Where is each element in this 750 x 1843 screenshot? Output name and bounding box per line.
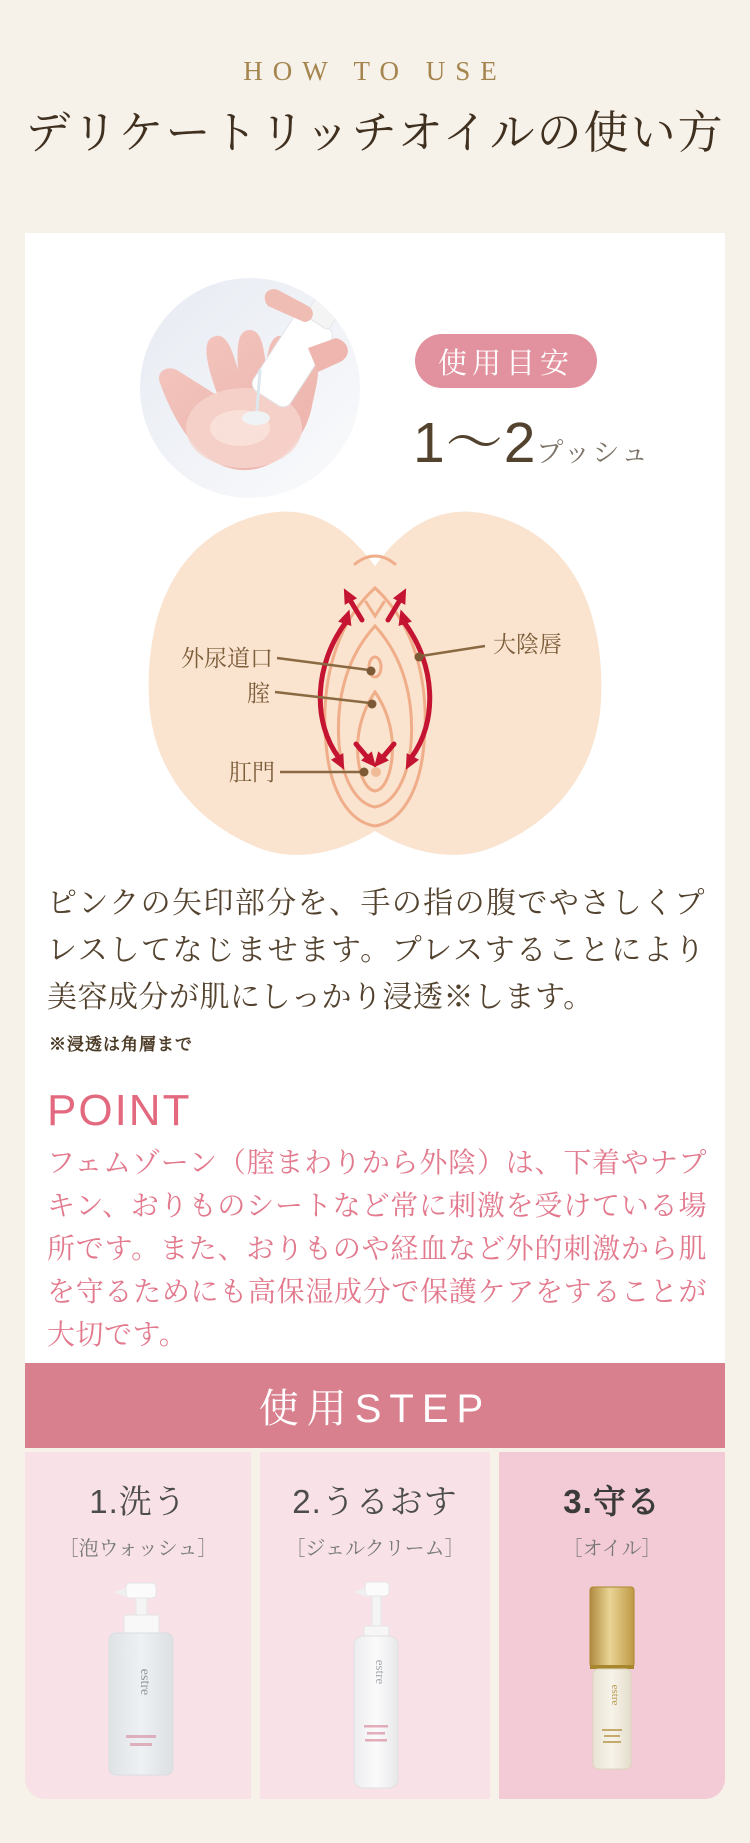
anus-mark [371, 767, 381, 777]
foam-wash-product [88, 1577, 188, 1787]
oil-bottle [582, 1577, 642, 1777]
point-heading: POINT [47, 1086, 192, 1135]
footnote: ※浸透は角層まで [49, 1035, 193, 1054]
gel-cream-bottle [335, 1577, 415, 1795]
label-anus: 肛門 [229, 759, 275, 785]
dose-number: 1〜2 [413, 411, 537, 475]
usage-step-band: 使用STEP [25, 1363, 725, 1448]
gel-cream-product [335, 1577, 415, 1800]
label-labia: 大陰唇 [493, 631, 562, 657]
page-title: デリケートリッチオイルの使い方 [25, 108, 725, 158]
dose-unit: プッシュ [536, 438, 650, 468]
section-eyebrow: HOW TO USE [243, 56, 507, 86]
foam-wash-bottle [88, 1577, 188, 1782]
brand-logo-gel: estre [373, 1659, 388, 1685]
label-urethra: 外尿道口 [181, 645, 273, 671]
step-column-protect [499, 1452, 725, 1799]
point-body: フェムゾーン（腟まわりから外陰）は、下着やナプキン、おりものシートなど常に刺激を受けている場所です。また、おりものや経血など外的刺激から肌を守るためにも高保湿成分で保護ケアをすることが大切です。 [47, 1147, 707, 1350]
application-diagram [25, 460, 725, 880]
diagram-illustration [25, 460, 725, 880]
brand-logo-oil: estre [609, 1684, 621, 1706]
usage-guide-badge: 使用目安 [415, 334, 597, 388]
step3-subtitle: ［オイル］ [562, 1538, 662, 1560]
usage-description: ピンクの矢印部分を、手の指の腹でやさしくプレスしてなじませます。プレスすることにより美容成分が肌にしっかり浸透※します。 [47, 887, 705, 1014]
step2-title: 2.うるおす [292, 1483, 458, 1520]
step1-subtitle: ［泡ウォッシュ］ [58, 1538, 218, 1560]
body-silhouette [149, 512, 602, 855]
brand-logo-wash: estre [137, 1668, 152, 1696]
step3-title: 3.守る [563, 1483, 661, 1520]
step-column-moisturize [260, 1452, 490, 1799]
howto-card [25, 233, 725, 1363]
label-vagina: 腟 [247, 680, 270, 706]
step2-subtitle: ［ジェルクリーム］ [285, 1538, 465, 1560]
step-column-wash [25, 1452, 251, 1799]
step1-title: 1.洗う [89, 1483, 187, 1520]
oil-product [582, 1577, 642, 1782]
step-columns [25, 1452, 725, 1799]
